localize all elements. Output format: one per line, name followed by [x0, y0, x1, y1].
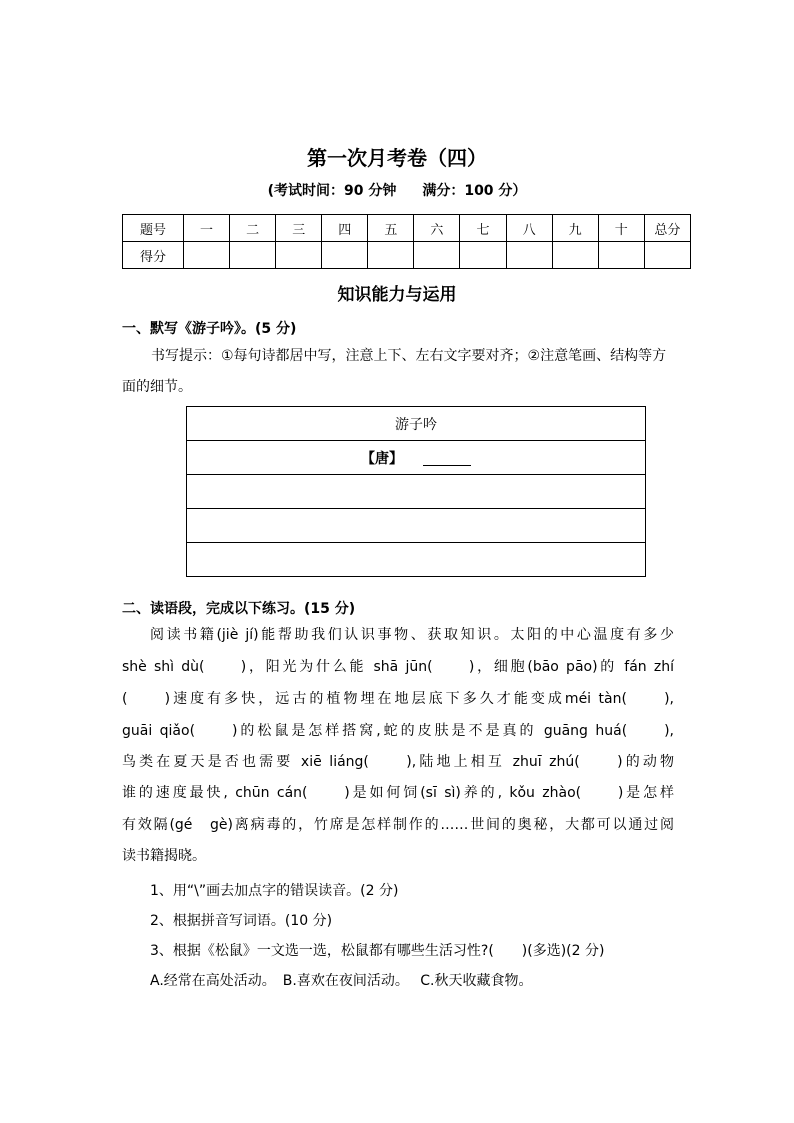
- passage-line: 阅读书籍(jiè jí)能帮助我们认识事物、获取知识。太阳的中心温度有多少: [150, 627, 674, 643]
- score-cell[interactable]: [276, 242, 322, 269]
- sub-question-2: 2、根据拼音写词语。(10 分): [150, 913, 333, 929]
- passage-line: 读书籍揭晓。: [122, 848, 206, 864]
- score-table-header-label: 题号: [123, 215, 184, 242]
- passage-line: 有效隔(gé gè)离病毒的，竹席是怎样制作的……世间的奥秘，大都可以通过阅: [122, 817, 674, 833]
- poem-line-blank[interactable]: [187, 509, 646, 543]
- score-col: 三: [276, 215, 322, 242]
- page-title: 第一次月考卷（四）: [307, 146, 487, 170]
- score-table-header-row: [123, 215, 691, 242]
- score-cell[interactable]: [414, 242, 460, 269]
- score-table-row-label: 得分: [123, 242, 184, 269]
- author-blank[interactable]: [423, 451, 471, 466]
- score-col: 八: [506, 215, 552, 242]
- poem-dynasty: 【唐】: [361, 450, 403, 467]
- score-cell[interactable]: [230, 242, 276, 269]
- section-title: 知识能力与运用: [337, 285, 457, 305]
- question-1-heading: 一、默写《游子吟》。(5 分): [122, 321, 297, 337]
- passage-line: 谁的速度最快, chūn cán( )是如何饲(sī sì)养的, kǒu zhào( )是怎样: [122, 785, 674, 801]
- score-cell[interactable]: [184, 242, 230, 269]
- passage-line: guāi qiǎo( )的松鼠是怎样搭窝,蛇的皮肤是不是真的 guāng huá( ),: [122, 723, 674, 739]
- passage-line: ( )速度有多快，远古的植物埋在地层底下多久才能变成méi tàn( ),: [122, 691, 674, 707]
- score-cell[interactable]: [322, 242, 368, 269]
- score-col: 七: [460, 215, 506, 242]
- score-cell[interactable]: [368, 242, 414, 269]
- score-col: 二: [230, 215, 276, 242]
- exam-time: (考试时间：90 分钟: [267, 183, 397, 199]
- score-col: 五: [368, 215, 414, 242]
- score-cell[interactable]: [598, 242, 644, 269]
- sub-question-1: 1、用“\”画去加点字的错误读音。(2 分): [150, 883, 399, 899]
- score-col: 四: [322, 215, 368, 242]
- score-table-score-row: [123, 242, 691, 269]
- poem-title: 游子吟: [187, 407, 646, 441]
- score-col: 六: [414, 215, 460, 242]
- score-cell[interactable]: [552, 242, 598, 269]
- question-2-heading: 二、读语段，完成以下练习。(15 分): [122, 601, 356, 617]
- poem-line-blank[interactable]: [187, 475, 646, 509]
- sub-question-3: 3、根据《松鼠》一文选一选，松鼠都有哪些生活习性?( )(多选)(2 分): [150, 943, 605, 959]
- passage-line: 鸟类在夏天是否也需要 xiē liáng( ),陆地上相互 zhuī zhú( )的动物: [122, 754, 674, 770]
- score-cell-total[interactable]: [644, 242, 690, 269]
- score-cell[interactable]: [460, 242, 506, 269]
- poem-author-row: [187, 441, 646, 475]
- score-col: 一: [184, 215, 230, 242]
- sub-question-3-options: A.经常在高处活动。 B.喜欢在夜间活动。 C.秋天收藏食物。: [150, 973, 533, 989]
- score-cell[interactable]: [506, 242, 552, 269]
- score-table: [122, 214, 691, 269]
- score-col: 九: [552, 215, 598, 242]
- score-col: 十: [598, 215, 644, 242]
- passage-line: shè shì dù( )，阳光为什么能 shā jūn( )，细胞(bāo pāo)的 fán zhí: [122, 659, 674, 675]
- score-col-total: 总分: [644, 215, 690, 242]
- exam-info: [0, 180, 794, 200]
- question-1-hint: 书写提示：①每句诗都居中写，注意上下、左右文字要对齐；②注意笔画、结构等方面的细节。: [122, 348, 667, 395]
- exam-full-score: 满分：100 分）: [422, 183, 527, 199]
- poem-line-blank[interactable]: [187, 543, 646, 577]
- poem-writing-grid: [186, 406, 646, 577]
